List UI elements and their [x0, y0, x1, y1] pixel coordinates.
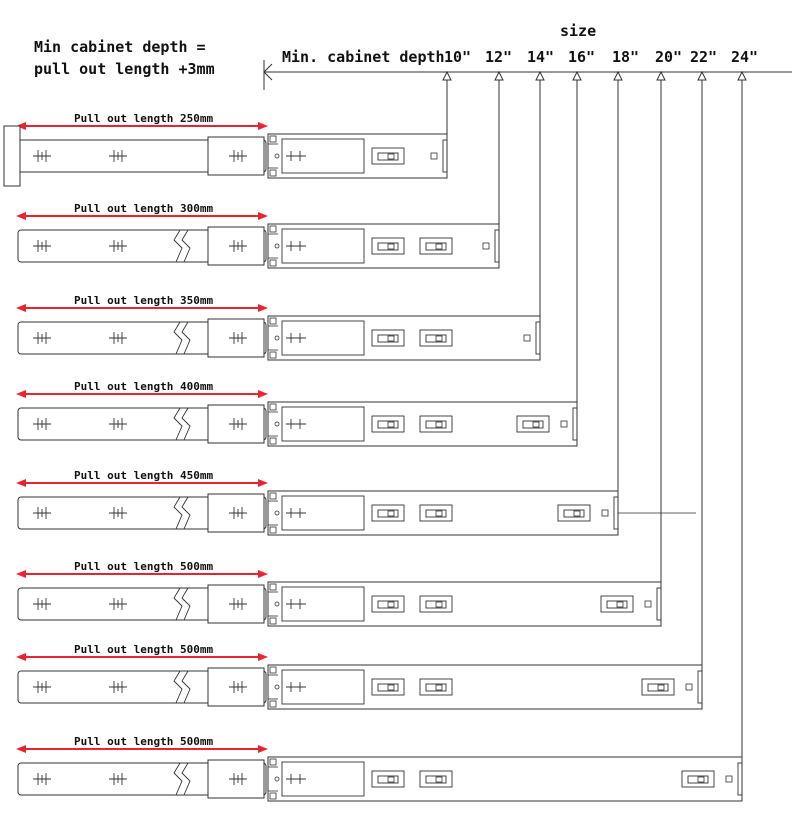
outer-rail [268, 491, 618, 535]
size-label: 14" [527, 48, 555, 66]
size-label: 24" [731, 48, 759, 66]
size-label: 18" [612, 48, 640, 66]
pull-out-length-label: Pull out length 300mm [74, 202, 214, 215]
pull-out-length-label: Pull out length 400mm [74, 380, 214, 393]
formula-line-2: pull out length +3mm [34, 60, 215, 78]
pull-out-arrowhead-right [258, 653, 268, 661]
pull-out-length-label: Pull out length 500mm [74, 735, 214, 748]
size-label: 22" [690, 48, 718, 66]
slide-row [16, 390, 577, 446]
slide-row [16, 745, 742, 801]
slide-row [16, 653, 702, 709]
pull-out-length-label: Pull out length 500mm [74, 643, 214, 656]
size-pointer [573, 72, 581, 80]
slide-row [16, 479, 618, 535]
pull-out-arrowhead-left [16, 653, 26, 661]
pull-out-arrowhead-left [16, 390, 26, 398]
pull-out-arrowhead-right [258, 570, 268, 578]
slide-row [16, 570, 661, 626]
size-title: size [560, 22, 597, 40]
pull-out-arrowhead-right [258, 745, 268, 753]
pull-out-length-label: Pull out length 450mm [74, 469, 214, 482]
outer-rail [268, 402, 577, 446]
pull-out-arrowhead-left [16, 570, 26, 578]
pull-out-arrowhead-left [16, 212, 26, 220]
size-pointer [495, 72, 503, 80]
size-label: 10" [444, 48, 472, 66]
pull-out-arrowhead-right [258, 122, 268, 130]
outer-rail [268, 582, 661, 626]
formula-line-1: Min cabinet depth = [34, 38, 206, 56]
size-label: 20" [655, 48, 683, 66]
pull-out-arrowhead-right [258, 304, 268, 312]
outer-rail [268, 665, 702, 709]
slide-row [16, 212, 499, 268]
pull-out-arrowhead-right [258, 479, 268, 487]
cabinet-wall [4, 126, 20, 186]
size-pointer [614, 72, 622, 80]
size-pointer [657, 72, 665, 80]
pull-out-arrowhead-right [258, 390, 268, 398]
size-label: 16" [568, 48, 596, 66]
pull-out-length-label: Pull out length 500mm [74, 560, 214, 573]
slide-row [16, 304, 540, 360]
min-cabinet-depth-label: Min. cabinet depth [282, 48, 445, 66]
pull-out-arrowhead-left [16, 745, 26, 753]
pull-out-arrowhead-right [258, 212, 268, 220]
pull-out-length-label: Pull out length 250mm [74, 112, 214, 125]
formula-note [34, 36, 215, 80]
pull-out-length-label: Pull out length 350mm [74, 294, 214, 307]
size-pointer [698, 72, 706, 80]
size-pointer [443, 72, 451, 80]
size-pointer [738, 72, 746, 80]
slide-rows [4, 122, 742, 801]
size-pointer [536, 72, 544, 80]
slide-row [16, 122, 447, 178]
pull-out-arrowhead-left [16, 304, 26, 312]
outer-rail [268, 757, 742, 801]
pull-out-arrowhead-left [16, 479, 26, 487]
size-label: 12" [485, 48, 513, 66]
